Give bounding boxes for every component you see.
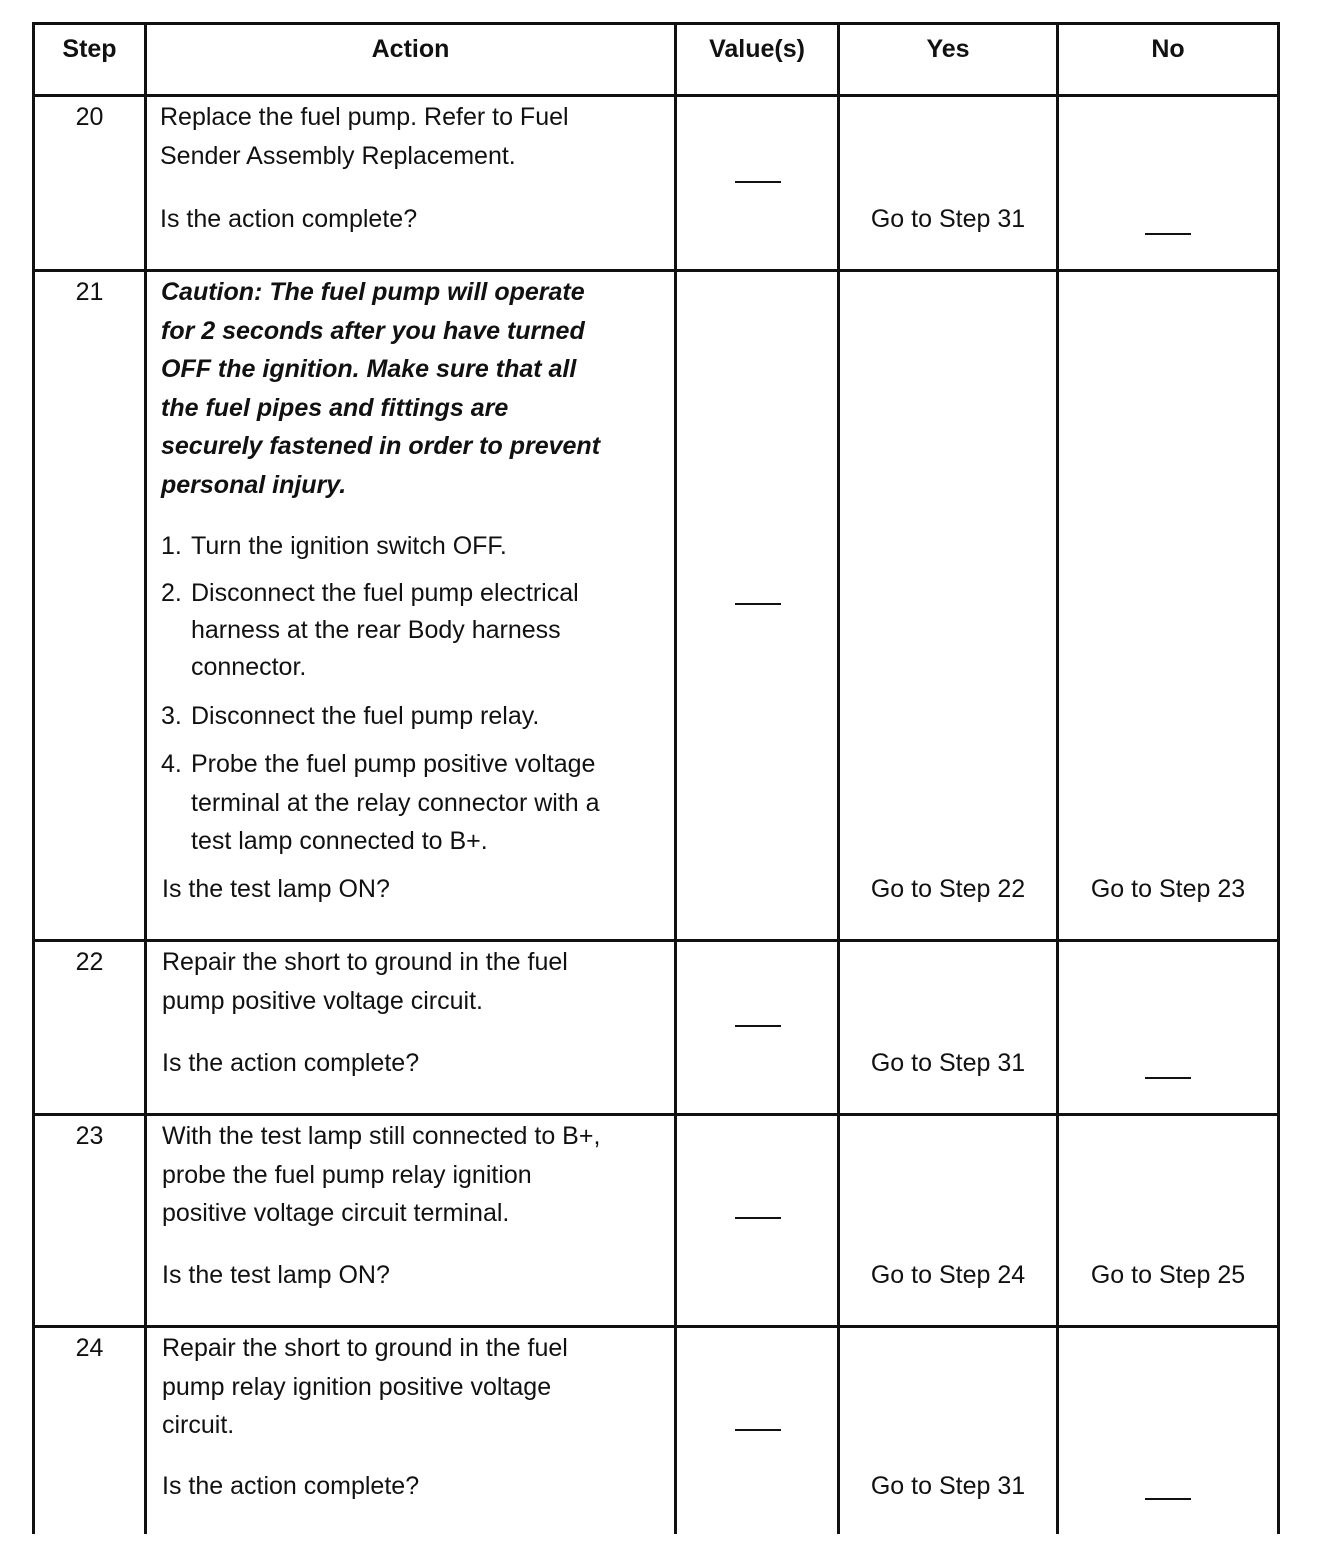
column-divider xyxy=(1056,22,1059,1534)
table-left-border xyxy=(32,22,35,1534)
column-divider xyxy=(674,22,677,1534)
action-text xyxy=(162,943,672,1020)
list-number: 4. xyxy=(161,750,182,778)
list-item xyxy=(161,745,671,861)
table-right-border xyxy=(1277,22,1280,1534)
action-line: Replace the fuel pump. Refer to Fuel xyxy=(160,103,569,131)
list-line: Disconnect the fuel pump electrical xyxy=(191,579,579,607)
action-question: Is the action complete? xyxy=(162,1472,420,1500)
action-line: Repair the short to ground in the fuel xyxy=(162,948,568,976)
row-divider xyxy=(32,1113,1280,1116)
yes-result: Go to Step 31 xyxy=(870,1049,1026,1077)
step-list xyxy=(161,528,671,861)
list-line: Turn the ignition switch OFF. xyxy=(191,532,507,560)
list-item xyxy=(161,698,671,735)
list-line: harness at the rear Body harness xyxy=(191,616,561,644)
no-dash xyxy=(1145,233,1191,235)
action-line: positive voltage circuit terminal. xyxy=(162,1199,510,1227)
value-dash xyxy=(735,1025,781,1027)
caution-line: for 2 seconds after you have turned xyxy=(161,316,585,345)
header-action: Action xyxy=(371,35,450,63)
list-item xyxy=(161,575,671,686)
list-line: connector. xyxy=(191,653,307,681)
list-line: test lamp connected to B+. xyxy=(191,827,488,855)
action-text xyxy=(160,98,670,175)
action-question: Is the test lamp ON? xyxy=(162,1261,390,1289)
column-divider xyxy=(837,22,840,1534)
list-line: Disconnect the fuel pump relay. xyxy=(191,702,540,730)
action-line: pump positive voltage circuit. xyxy=(162,986,483,1015)
header-divider xyxy=(32,94,1280,97)
header-values: Value(s) xyxy=(709,35,805,63)
row-divider xyxy=(32,939,1280,942)
step-number: 22 xyxy=(75,948,104,976)
list-line: Probe the fuel pump positive voltage xyxy=(191,750,596,778)
table-top-border xyxy=(32,22,1280,25)
row-divider xyxy=(32,1325,1280,1328)
yes-result: Go to Step 31 xyxy=(870,1472,1026,1500)
list-number: 1. xyxy=(161,532,182,560)
no-dash xyxy=(1145,1498,1191,1500)
list-number: 2. xyxy=(161,579,182,607)
value-dash xyxy=(735,603,781,605)
caution-line: securely fastened in order to prevent xyxy=(161,432,601,460)
yes-result: Go to Step 24 xyxy=(870,1261,1026,1289)
header-yes: Yes xyxy=(926,35,970,63)
no-result: Go to Step 25 xyxy=(1090,1261,1246,1289)
caution-line: the fuel pipes and fittings are xyxy=(161,393,509,422)
step-number: 20 xyxy=(75,103,104,131)
step-number: 23 xyxy=(75,1122,104,1150)
action-question: Is the test lamp ON? xyxy=(162,875,390,903)
caution-line: personal injury. xyxy=(161,470,347,499)
action-line: Sender Assembly Replacement. xyxy=(160,141,516,170)
action-line: probe the fuel pump relay ignition xyxy=(162,1160,532,1189)
action-line: With the test lamp still connected to B+, xyxy=(162,1122,601,1150)
no-dash xyxy=(1145,1077,1191,1079)
row-divider xyxy=(32,269,1280,272)
no-result: Go to Step 23 xyxy=(1090,875,1246,903)
value-dash xyxy=(735,181,781,183)
list-number: 3. xyxy=(161,702,182,730)
step-number: 21 xyxy=(75,278,104,306)
action-text xyxy=(162,1329,672,1445)
value-dash xyxy=(735,1429,781,1431)
column-divider xyxy=(144,22,147,1534)
caution-text xyxy=(161,273,671,504)
action-line: pump relay ignition positive voltage xyxy=(162,1372,552,1401)
header-no: No xyxy=(1151,35,1185,63)
yes-result: Go to Step 22 xyxy=(870,875,1026,903)
action-question: Is the action complete? xyxy=(160,205,418,233)
value-dash xyxy=(735,1217,781,1219)
action-text xyxy=(162,1117,672,1233)
yes-result: Go to Step 31 xyxy=(870,205,1026,233)
step-number: 24 xyxy=(75,1334,104,1362)
list-item xyxy=(161,528,671,565)
header-step: Step xyxy=(62,35,117,63)
caution-line: Caution: The fuel pump will operate xyxy=(161,278,585,306)
caution-line: OFF the ignition. Make sure that all xyxy=(161,355,577,383)
action-line: Repair the short to ground in the fuel xyxy=(162,1334,568,1362)
list-line: terminal at the relay connector with a xyxy=(191,788,600,817)
action-line: circuit. xyxy=(162,1411,235,1439)
action-question: Is the action complete? xyxy=(162,1049,420,1077)
